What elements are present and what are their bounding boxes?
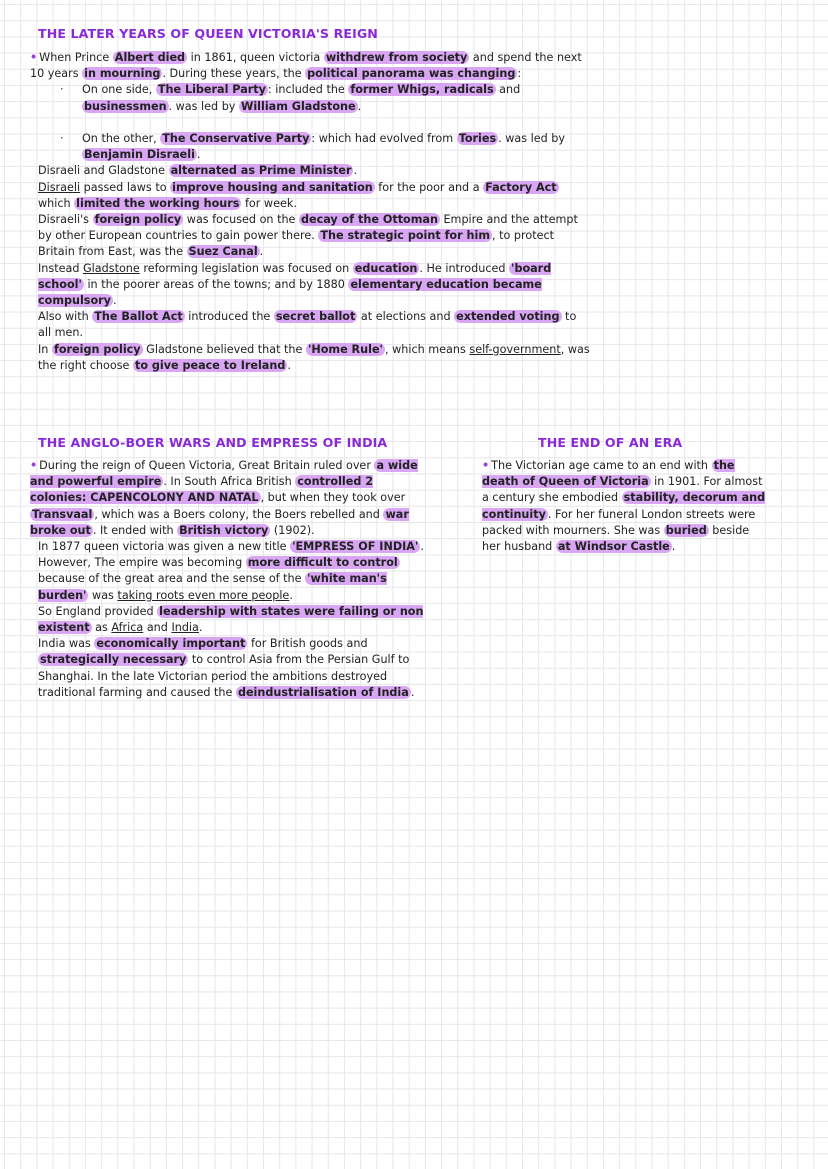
bullet-icon: • [30,51,38,64]
paragraph-india-economic: India was economically important for British goods and strategically necessary to control Asia from the Persian Gulf to Shanghai. In the late Victorian period the ambitions destroyed traditional farming and caused the deindustrialisation of India . [38,637,415,699]
paragraph-leadership: So England provided leadership with states were failing or non existent as Africa and India. [38,604,424,635]
section-title-anglo-boer: THE ANGLO-BOER WARS AND EMPRESS OF INDIA [38,435,388,450]
paragraph-victoria-death: • The Victorian age came to an end with the death of Queen of Victoria in 1901. For almost a century she embodied stability, decorum and continuity . For her funeral London streets were packed with mourners. She was buried beside her husband at Windsor Castle . [482,459,766,554]
paragraph-home-rule: In foreign policy Gladstone believed that the 'Home Rule' , which means self-government, was the right choose to give peace to Ireland . [38,342,590,372]
paragraph-alternated: Disraeli and Gladstone alternated as Prime Minister . [38,164,358,178]
section-title-end-of-era: THE END OF AN ERA [538,435,683,450]
paragraph-empress-of-india: In 1877 queen victoria was given a new title 'EMPRESS OF INDIA' . However, The empire was becoming more difficult to control because of the great area and the sense of the 'white man's burden' was taking roots even more people. [38,540,424,602]
paragraph-conservative-party: · On the other, The Conservative Party : which had evolved from Tories . was led by Benjamin Disraeli . [60,132,566,162]
paragraph-gladstone-education: Instead Gladstone reforming legislation was focused on education . He introduced 'board school' in the poorer areas of the towns; and by 1880 elementary education became compulsory . [38,261,552,308]
sub-bullet-icon: · [60,132,64,145]
paragraph-liberal-party: · On one side, The Liberal Party : included the former Whigs, radicals and businessmen . was led by William Gladstone . [60,83,521,113]
paragraph-albert-death: • When Prince Albert died in 1861, queen victoria withdrew from society and spend the next 10 years in mourning . During these years, the political panorama was changing : [30,51,582,81]
paragraph-south-africa: • During the reign of Queen Victoria, Great Britain ruled over a wide and powerful empire . In South Africa British controlled 2 colonies: CAPENCOLONY AND NATAL , but when they took over Transvaal , which was a Boers colony, the Boers rebelled and war broke out . It ended with British victory (1902). [30,459,418,537]
section-end-of-era-body [482,458,767,555]
paragraph-disraeli-foreign-policy: Disraeli's foreign policy was focused on the decay of the Ottoman Empire and the attempt by other European countries to gain power there. The strategic point for him , to protect Britain from East, was the Suez Canal . [38,213,578,259]
section-title-later-years: THE LATER YEARS OF QUEEN VICTORIA'S REIGN [38,26,378,41]
section-anglo-boer-body [30,458,430,701]
section-later-years-body [30,50,590,374]
paragraph-ballot-act: Also with The Ballot Act introduced the secret ballot at elections and extended voting to all men. [38,310,577,340]
sub-bullet-icon: · [60,83,64,97]
paragraph-disraeli-laws: Disraeli passed laws to improve housing and sanitation for the poor and a Factory Act which limited the working hours for week. [38,180,557,210]
bullet-icon: • [30,459,38,472]
bullet-icon: • [482,459,490,472]
